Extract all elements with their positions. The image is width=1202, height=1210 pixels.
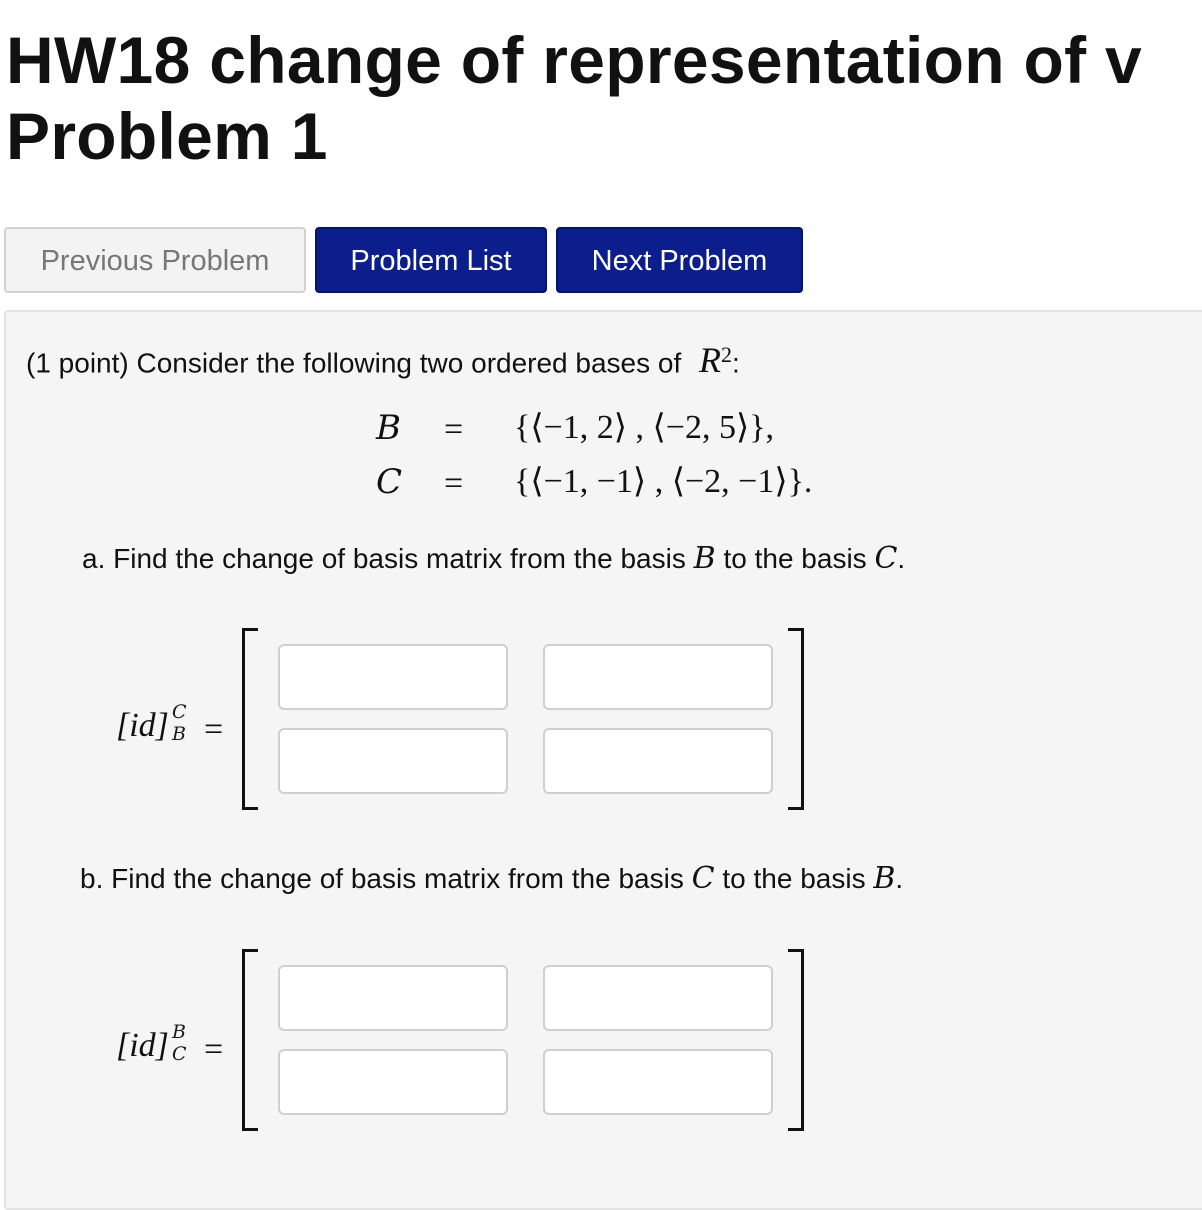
part-a-subscript: B [172,723,186,745]
part-a-from-basis: B [693,541,716,576]
basis-b-equals: = [444,411,464,448]
problem-list-button[interactable]: Problem List [315,227,547,293]
problem-intro [26,338,740,380]
part-b-to-basis: B [873,861,896,896]
part-a-left-bracket [242,628,258,810]
part-a-entry-r2c1[interactable] [278,728,508,794]
part-b-right-bracket [788,949,804,1131]
problem-intro-text: (1 point) Consider the following two ordered bases of [26,347,682,379]
part-b-entry-r1c1[interactable] [278,965,508,1031]
space-symbol: R [699,340,722,381]
part-a-entry-r2c2[interactable] [543,728,773,794]
part-b-subscript: C [172,1043,187,1065]
part-b-from-basis: C [691,861,715,896]
part-b-superscript: B [172,1021,186,1043]
page-title-line1: HW18 change of representation of v [6,23,1143,97]
basis-b-value: {⟨−1, 2⟩ , ⟨−2, 5⟩}, [514,409,775,446]
part-a-lhs: [id] [116,707,169,744]
next-problem-button[interactable]: Next Problem [556,227,803,293]
part-b-entry-r1c2[interactable] [543,965,773,1031]
part-b-equals: = [204,1031,224,1068]
part-a-entry-r1c2[interactable] [543,644,773,710]
space-suffix: : [732,347,740,379]
part-a-entry-r1c1[interactable] [278,644,508,710]
basis-b-symbol: B [376,408,401,448]
basis-c-equals: = [444,465,464,502]
page-title-line2: Problem 1 [6,99,328,173]
part-b-entry-r2c1[interactable] [278,1049,508,1115]
part-a-to-basis: C [874,541,898,576]
basis-c-symbol: C [376,462,403,502]
space-exponent: 2 [721,342,733,367]
part-a-equals: = [204,711,224,748]
part-a-prompt: a. Find the change of basis matrix from the basis B to the basis C. [82,541,906,576]
part-a-superscript: C [172,701,187,723]
part-b-left-bracket [242,949,258,1131]
basis-c-value: {⟨−1, −1⟩ , ⟨−2, −1⟩}. [514,463,813,500]
part-b-prompt: b. Find the change of basis matrix from the basis C to the basis B. [80,861,904,896]
previous-problem-button[interactable]: Previous Problem [4,227,306,293]
part-b-lhs: [id] [116,1027,169,1064]
problem-body [4,310,1202,1210]
part-b-entry-r2c2[interactable] [543,1049,773,1115]
page-title [6,22,1142,174]
part-a-right-bracket [788,628,804,810]
